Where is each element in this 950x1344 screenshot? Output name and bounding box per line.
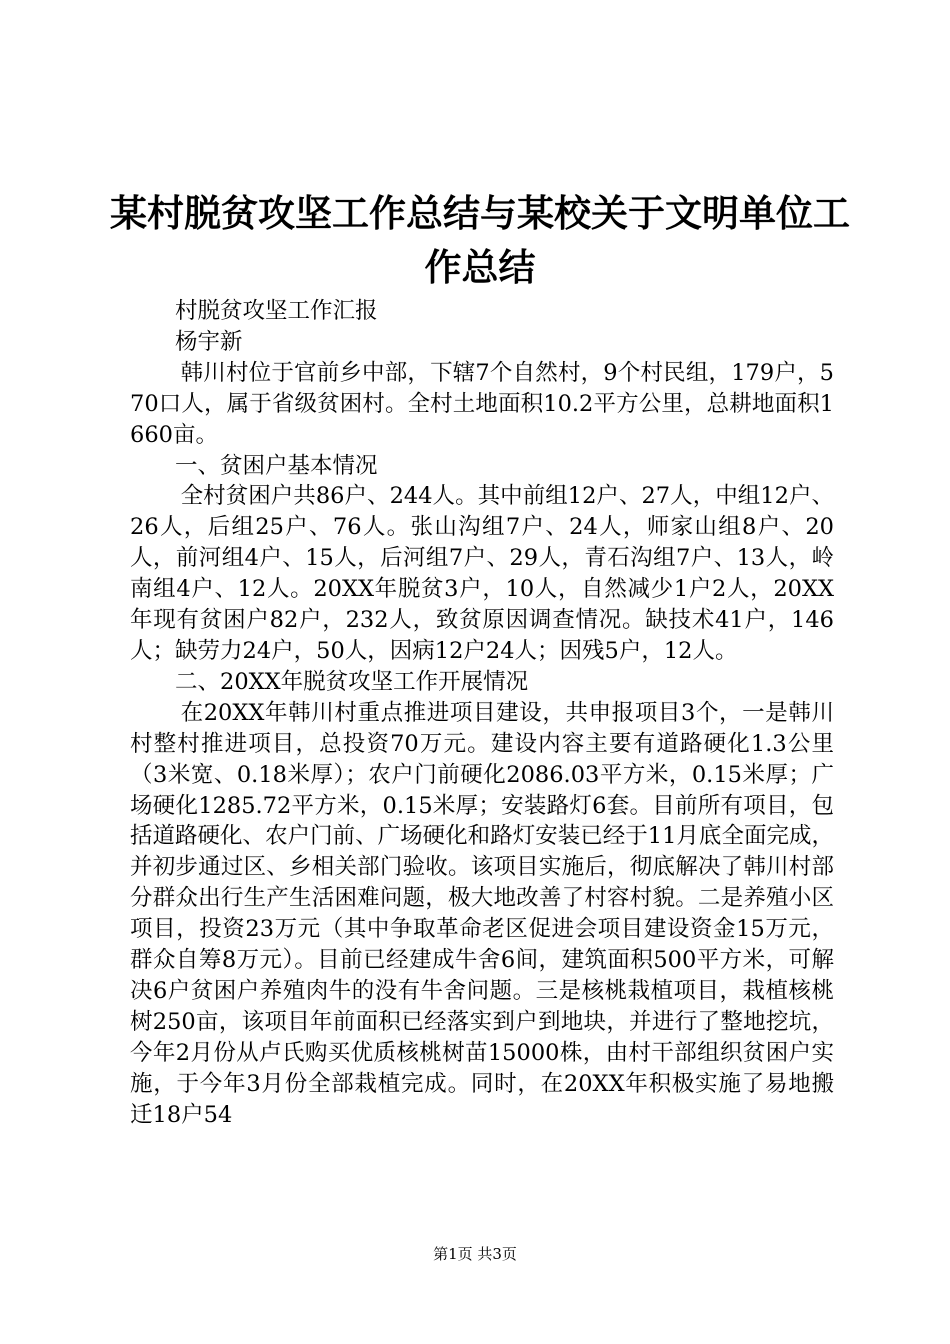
paragraph-poverty-households: 全村贫困户共86户、244人。其中前组12户、27人，中组12户、26人，后组25户、76人。张山沟组7户、24人，师家山组8户、20人，前河组4户、15人，后河组7户、29人，青石沟组7户、13人，岭南组4户、12人。20XX年脱贫3户，10人，自然减少1户2人，20XX年现有贫困户82户，232人，致贫原因调查情况。缺技术41户，146人；缺劳力24户，50人，因病12户24人；因残5户，12人。: [130, 483, 834, 664]
page-footer: 第1页 共3页: [433, 1245, 517, 1263]
section-heading-2: 二、20XX年脱贫攻坚工作开展情况: [175, 668, 529, 695]
section-heading-1: 一、贫困户基本情况: [175, 452, 378, 479]
report-heading: 村脱贫攻坚工作汇报: [175, 298, 378, 324]
paragraph-intro: 韩川村位于官前乡中部，下辖7个自然村，9个村民组，179户，570口人，属于省级贫困村。全村土地面积10.2平方公里，总耕地面积1660亩。: [130, 359, 834, 448]
author-name: 杨宇新: [175, 328, 243, 355]
paragraph-projects: 在20XX年韩川村重点推进项目建设，共申报项目3个，一是韩川村整村推进项目，总投资70万元。建设内容主要有道路硬化1.3公里（3米宽、0.18米厚）；农户门前硬化2086.03平方米，0.15米厚；广场硬化1285.72平方米，0.15米厚；安装路灯6套。目前所有项目，包括道路硬化、农户门前、广场硬化和路灯安装已经于11月底全面完成，并初步通过区、乡相关部门验收。该项目实施后，彻底解决了韩川村部分群众出行生产生活困难问题，极大地改善了村容村貌。二是养殖小区项目，投资23万元（其中争取革命老区促进会项目建设资金15万元，群众自筹8万元）。目前已经建成牛舍6间，建筑面积500平方米，可解决6户贫困户养殖肉牛的没有牛舍问题。三是核桃栽植项目，栽植核桃树250亩，该项目年前面积已经落实到户到地块，并进行了整地挖坑，今年2月份从卢氏购买优质核桃树苗15000株，由村干部组织贫困户实施，于今年3月份全部栽植完成。同时，在20XX年积极实施了易地搬迁18户54: [130, 699, 834, 1128]
document-body: [130, 296, 834, 1130]
document-title: 某村脱贫攻坚工作总结与某校关于文明单位工作总结: [110, 191, 850, 289]
